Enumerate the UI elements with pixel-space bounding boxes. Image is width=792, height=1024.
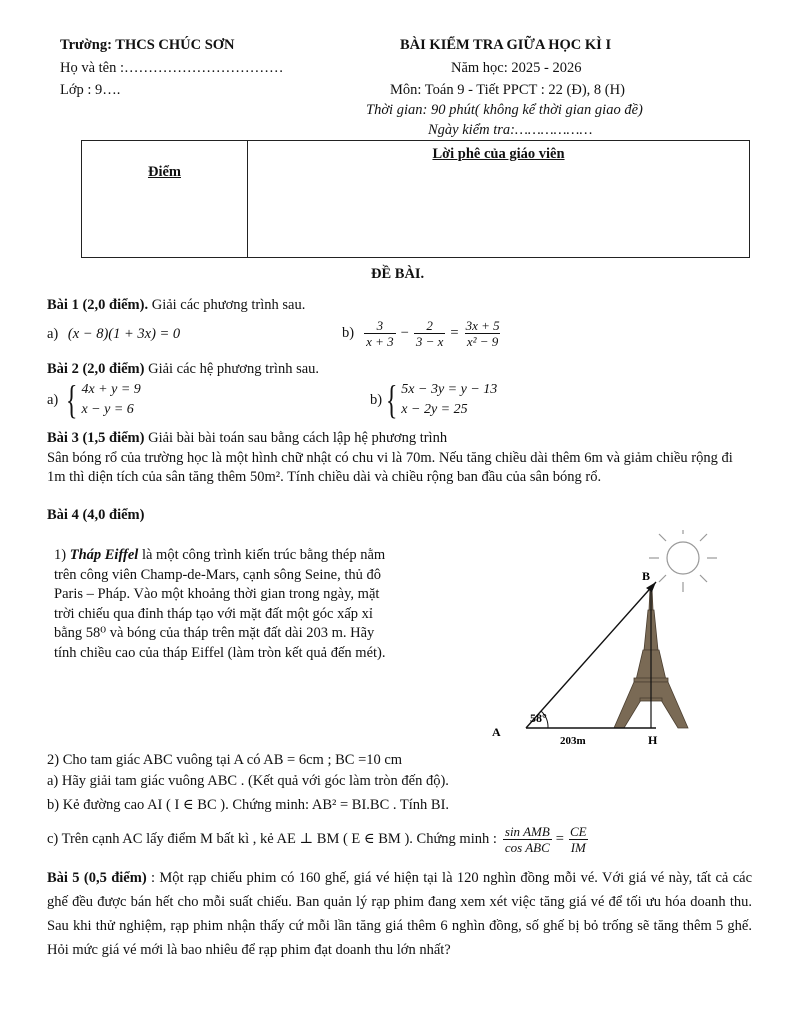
fraction-denominator: x + 3	[366, 334, 394, 349]
bai1-b-fraction-1	[364, 318, 396, 349]
fraction-numerator: 3x + 5	[465, 318, 500, 333]
bai3-instruction: Giải bài bài toán sau bằng cách lập hệ phương trình	[144, 430, 448, 446]
comment-label: Lời phê của giáo viên	[432, 146, 565, 162]
bai2-b	[370, 377, 498, 422]
text-line: tính chiều cao của tháp Eiffel (làm tròn kết quả đến mét).	[54, 644, 386, 661]
score-label: Điểm	[147, 164, 181, 180]
bai1-title: Bài 1 (2,0 điểm).	[47, 297, 149, 313]
bai5-title: Bài 5 (0,5 điểm)	[47, 870, 147, 886]
school-name: Trường: THCS CHÚC SƠN	[60, 37, 235, 53]
point-b-label: B	[642, 569, 651, 583]
fraction-numerator: 3	[376, 318, 384, 333]
fraction-denominator: IM	[570, 840, 586, 855]
time-line: Thời gian: 90 phút( không kể thời gian giao đề)	[366, 102, 643, 118]
text-line: là một công trình kiến trúc bằng thép nằm	[138, 547, 386, 563]
part2c-text: c) Trên cạnh AC lấy điểm M bất kì , kẻ AE ⊥ BM ( E ∈ BM ). Chứng minh :	[47, 831, 497, 847]
bai1-heading	[47, 297, 305, 314]
bai1-b-fraction-3	[464, 318, 502, 349]
point-h-label: H	[648, 733, 658, 747]
bai2-heading	[47, 361, 319, 378]
section-title: ĐỀ BÀI.	[371, 266, 425, 282]
bai1-b	[342, 318, 504, 349]
brace-icon: {	[66, 377, 78, 422]
class-line: Lớp : 9….	[60, 82, 121, 98]
bai2-a	[47, 377, 141, 422]
bai4-part1	[54, 546, 386, 663]
fraction-numerator: CE	[569, 824, 587, 839]
exam-title: BÀI KIỂM TRA GIỮA HỌC KÌ I	[400, 37, 612, 53]
bai1-instruction: Giải các phương trình sau.	[148, 297, 306, 313]
text-line: trời chiếu qua đỉnh tháp tạo với mặt đất một góc xấp xỉ	[54, 605, 373, 622]
fraction-numerator: sin AMB	[504, 824, 550, 839]
bai4-part2a: a) Hãy giải tam giác vuông ABC . (Kết quả với góc làm tròn đến độ).	[47, 773, 449, 789]
exam-date-line: Ngày kiểm tra:………………	[428, 122, 593, 138]
bai2-a-label: a)	[47, 391, 59, 408]
bai1-b-label: b)	[342, 325, 355, 341]
bai5-block	[47, 866, 752, 962]
bai4-part2c	[47, 824, 591, 855]
score-table	[81, 140, 750, 258]
angle-label: 58°	[530, 711, 547, 725]
fraction-numerator: 2	[426, 318, 433, 333]
equals-sign: =	[555, 831, 564, 847]
fraction-denominator: cos ABC	[504, 840, 550, 855]
eiffel-figure	[478, 530, 738, 750]
equation-line: 4x + y = 9	[81, 382, 141, 397]
bai3-title: Bài 3 (1,5 điểm)	[47, 430, 145, 446]
school-year: Năm học: 2025 - 2026	[451, 60, 582, 76]
part-number: 1)	[54, 547, 70, 563]
sun-icon	[649, 530, 717, 592]
bai4-title: Bài 4 (4,0 điểm)	[47, 507, 145, 523]
bai1-a	[47, 326, 180, 343]
bai4-part2: 2) Cho tam giác ABC vuông tại A có AB = 6cm ; BC =10 cm	[47, 752, 403, 768]
student-name-line: Họ và tên :……………………………	[60, 60, 284, 76]
equation-line: x − y = 6	[81, 402, 134, 417]
text-line: Paris – Pháp. Vào một khoảng thời gian trong ngày, mặt	[54, 586, 380, 602]
minus-sign: −	[400, 325, 409, 341]
equals-sign: =	[450, 325, 459, 341]
equation-line: 5x − 3y = y − 13	[401, 382, 498, 397]
bai2-a-system	[62, 377, 141, 422]
bai1-a-label: a)	[47, 326, 59, 342]
text-line: bằng 58⁰ và bóng của tháp trên mặt đất dài 203 m. Hãy	[54, 625, 375, 641]
bai1-a-equation: (x − 8)(1 + 3x) = 0	[67, 326, 181, 342]
part2c-fraction-left	[503, 824, 552, 855]
bai4-part2b: b) Kẻ đường cao AI ( I ∈ BC ). Chứng minh: AB² = BI.BC . Tính BI.	[47, 797, 450, 813]
equation-line: x − 2y = 25	[401, 402, 468, 417]
bai5-text: : Một rạp chiếu phim có 160 ghế, giá vé hiện tại là 120 nghìn đồng mỗi vé. Với giá vé này, tất cả các ghế đều được bán hết cho mỗi suất chiếu. Ban quản lý rạp phim đang xem xét việc tăng giá vé để tối ưu hóa doanh thu. Sau khi thử nghiệm, rạp phim nhận thấy cứ mỗi lần tăng giá thêm 6 nghìn đồng, số ghế bị bỏ trống sẽ tăng thêm 5 ghế. Hỏi mức giá vé mới là bao nhiêu để rạp phim đạt doanh thu lớn nhất?	[47, 870, 752, 958]
bai3-text: Sân bóng rổ của trường học là một hình chữ nhật có chu vi là 70m. Nếu tăng chiều dài thêm 6m và giảm chiều rộng đi 1m thì diện tích của sân tăng thêm 50m². Tính chiều dài và chiều rộng ban đầu của sân bóng rổ.	[47, 450, 733, 485]
brace-icon: {	[385, 377, 398, 422]
bai2-instruction: Giải các hệ phương trình sau.	[144, 361, 320, 377]
point-a-label: A	[492, 725, 501, 739]
bai2-b-label: b)	[370, 391, 383, 408]
subject-line: Môn: Toán 9 - Tiết PPCT : 22 (Đ), 8 (H)	[390, 82, 625, 98]
fraction-denominator: x² − 9	[466, 334, 499, 349]
fraction-denominator: 3 − x	[415, 334, 444, 349]
part2c-fraction-right	[568, 824, 589, 855]
text-line: trên công viên Champ-de-Mars, cạnh sông Seine, thủ đô	[54, 566, 381, 583]
bai3-heading	[47, 430, 447, 447]
bai1-b-fraction-2	[414, 318, 446, 349]
base-length-label: 203m	[560, 735, 586, 747]
comment-cell	[248, 141, 750, 258]
bai2-b-system	[382, 377, 498, 422]
score-cell	[82, 141, 248, 258]
eiffel-name: Tháp Eiffel	[69, 547, 139, 563]
bai2-title: Bài 2 (2,0 điểm)	[47, 361, 145, 377]
